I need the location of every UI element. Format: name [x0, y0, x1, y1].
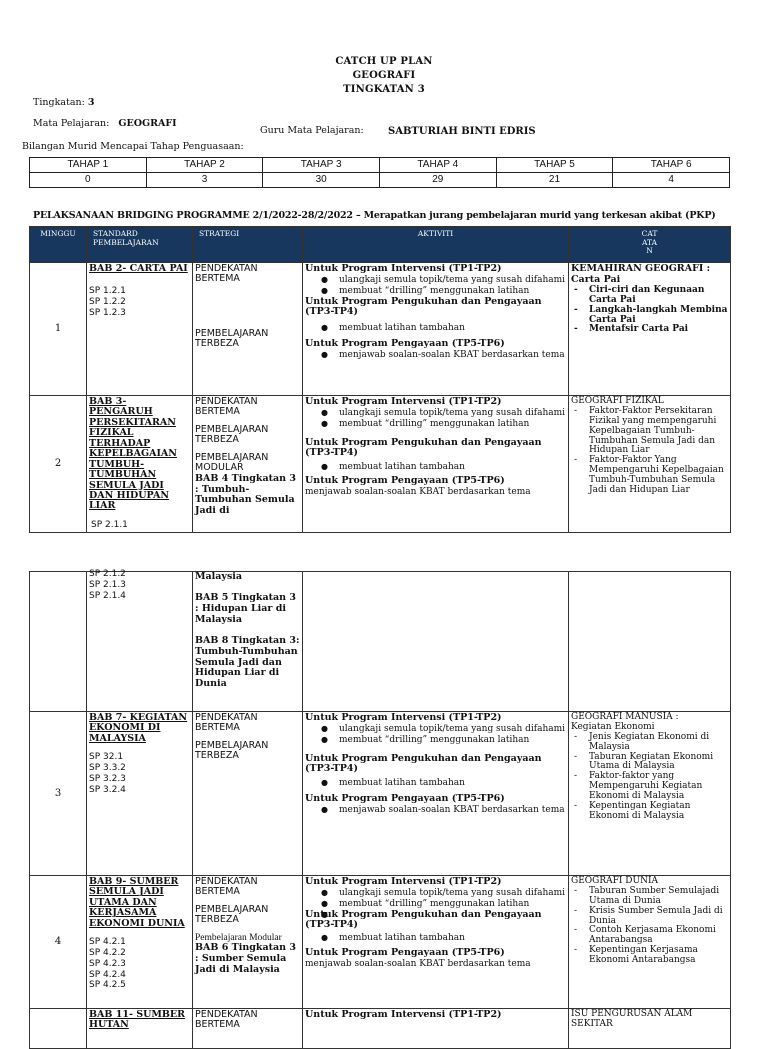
table-row: [30, 876, 731, 1009]
standard-cell: [87, 263, 193, 396]
activity-heading: Untuk Program Intervensi (TP1-TP2): [305, 876, 502, 887]
activity-heading: Untuk Program Pengukuhan dan Pengayaan (TP3-TP4): [305, 436, 542, 459]
notes-cell: [569, 712, 731, 876]
notes-cell: [569, 263, 731, 396]
activity-item: ● membuat latihan tambahan: [321, 323, 566, 334]
sp-item: SP 4.2.1: [89, 937, 126, 948]
table-row: [30, 712, 731, 876]
col-catatan: CAT ATA N: [569, 227, 731, 263]
strategy-item: PEMBELAJARAN MODULAR: [195, 451, 269, 474]
activity-heading: Untuk Program Pengayaan (TP5-TP6): [305, 793, 505, 805]
tahap-value: 4: [613, 173, 730, 188]
tahap-header: TAHAP 2: [146, 158, 263, 173]
activity-heading: Untuk Program Intervensi (TP1-TP2): [305, 263, 502, 274]
notes-title: KEMAHIRAN GEOGRAFI :: [571, 263, 711, 274]
sp-item: SP 32.1: [89, 752, 124, 763]
sp-item: SP 3.2.4: [89, 784, 126, 795]
tahap-value: 29: [379, 173, 496, 188]
notes-item: - Faktor-faktor yang Mempengaruhi Kegiatan Ekonomi di Malaysia: [571, 772, 728, 802]
activity-heading: Untuk Program Intervensi (TP1-TP2): [305, 1009, 502, 1020]
notes-item: - Jenis Kegiatan Ekonomi di Malaysia: [571, 733, 728, 753]
programme-title: PELAKSANAAN BRIDGING PROGRAMME 2/1/2022-28/2/2022 – Merapatkan jurang pembelajaran murid yang terkesan akibat (PKP): [33, 210, 716, 221]
activity-cell: [303, 876, 569, 1009]
tahap-value: 3: [146, 173, 263, 188]
chapter-title: BAB 7- KEGIATAN EKONOMI DI MALAYSIA: [89, 712, 188, 744]
sp-item: SP 1.2.3: [89, 308, 126, 319]
activity-heading: Untuk Program Intervensi (TP1-TP2): [305, 396, 502, 407]
activity-item: ● membuat latihan tambahan: [321, 933, 566, 944]
activity-item: ● membuat “drilling” menggunakan latihan: [321, 419, 566, 430]
notes-item: - Ciri-ciri dan Kegunaan Carta Pai: [571, 286, 728, 306]
strategy-item: Pembelajaran Modular: [195, 932, 282, 943]
activity-item: ● ulangkaji semula topik/tema yang susah difahami: [321, 275, 566, 286]
notes-subtitle: Kegiatan Ekonomi: [571, 721, 655, 732]
tahap-value: 30: [263, 173, 380, 188]
notes-title: GEOGRAFI FIZIKAL: [571, 396, 664, 406]
col-standard: STANDARD PEMBELAJARAN: [87, 227, 193, 263]
standard-cell: [87, 1009, 193, 1049]
tahap-header: TAHAP 3: [263, 158, 380, 173]
strategy-item: PENDEKATAN BERTEMA: [195, 712, 258, 734]
strategy-cell: [193, 572, 303, 712]
sp-item: SP 4.2.3: [89, 958, 126, 969]
notes-item: - Kepentingan Kerjasama Ekonomi Antarabangsa: [571, 946, 728, 966]
strategy-cell: [193, 1009, 303, 1049]
strategy-item: PENDEKATAN BERTEMA: [195, 263, 258, 285]
plan-table-header: [30, 227, 731, 263]
tingkatan-value: 3: [87, 97, 95, 108]
teacher-label: Guru Mata Pelajaran:: [260, 125, 364, 136]
subject-value: GEOGRAFI: [118, 118, 177, 129]
sp-item: SP 3.3.2: [89, 763, 126, 774]
tahap-header: TAHAP 1: [30, 158, 147, 173]
activity-heading: Untuk Program Pengayaan (TP5-TP6): [305, 947, 505, 959]
standard-cell: [87, 876, 193, 1009]
sp-item: SP 1.2.1: [89, 286, 126, 297]
strategy-item: PEMBELAJARAN TERBEZA: [195, 739, 269, 762]
table-row: [30, 396, 731, 533]
subject-label: Mata Pelajaran:: [33, 118, 110, 129]
notes-title: GEOGRAFI MANUSIA :: [571, 712, 679, 722]
sp-item: SP 2.1.3: [89, 579, 126, 590]
tahap-value: 0: [30, 173, 147, 188]
col-minggu: MINGGU: [30, 227, 87, 263]
activity-item: ● membuat latihan tambahan: [321, 462, 566, 473]
chapter-title: BAB 9- SUMBER SEMULA JADI UTAMA DAN KERJASAMA EKONOMI DUNIA: [89, 876, 185, 929]
activity-heading: Untuk Program Intervensi (TP1-TP2): [305, 712, 502, 723]
activity-item: ● ulangkaji semula topik/tema yang susah difahami: [321, 888, 566, 899]
chapter-title: BAB 3- PENGARUH PERSEKITARAN FIZIKAL TERHADAP KEPELBAGAIAN TUMBUH-TUMBUHAN SEMULA JADI DAN HIDUPAN LIAR: [89, 396, 177, 512]
plan-table-page1: [29, 226, 731, 533]
strategy-item: PEMBELAJARAN TERBEZA: [195, 327, 269, 350]
standard-cell: [87, 569, 193, 712]
notes-item: - Taburan Sumber Semulajadi Utama di Dunia: [571, 887, 728, 907]
tingkatan-label: Tingkatan:: [33, 97, 85, 108]
sp-item: SP 1.2.2: [89, 297, 126, 308]
strategy-item: PENDEKATAN BERTEMA: [195, 1009, 258, 1031]
sp-item: SP 4.2.4: [89, 969, 126, 980]
notes-item: - Langkah-langkah Membina Carta Pai: [571, 306, 728, 326]
tahap-header: TAHAP 6: [613, 158, 730, 173]
strategy-cell: [193, 712, 303, 876]
sp-item: SP 2.1.1: [91, 519, 128, 530]
notes-subtitle: Carta Pai: [571, 273, 621, 285]
activity-item: ● membuat latihan tambahan: [321, 778, 566, 789]
notes-cell: [569, 396, 731, 533]
doc-subject-title: GEOGRAFI: [352, 70, 416, 81]
strategy-module: BAB 6 Tingkatan 3 : Sumber Semula Jadi di Malaysia: [195, 942, 296, 976]
activity-text: menjawab soalan-soalan KBAT berdasarkan tema: [305, 487, 531, 498]
notes-title: GEOGRAFI DUNIA: [571, 876, 658, 886]
activity-item: ● menjawab soalan-soalan KBAT berdasarkan tema: [321, 350, 566, 361]
sp-item: SP 4.2.5: [89, 980, 126, 991]
notes-item: - Krisis Sumber Semula Jadi di Dunia: [571, 907, 728, 927]
tahap-table: [29, 157, 730, 188]
strategy-module: BAB 8 Tingkatan 3: Tumbuh-Tumbuhan Semula Jadi dan Hidupan Liar di Dunia: [195, 634, 300, 690]
sp-item: SP 2.1.2: [89, 569, 126, 579]
tahap-value-row: [30, 173, 730, 188]
tahap-header: TAHAP 5: [496, 158, 613, 173]
tahap-value: 21: [496, 173, 613, 188]
activity-item: ● membuat “drilling” menggunakan latihan: [321, 899, 566, 910]
col-aktiviti: AKTIVITI: [303, 227, 569, 263]
tingkatan-line: [33, 98, 94, 109]
activity-heading: Untuk Program Pengayaan (TP5-TP6): [305, 475, 505, 487]
col-strategi: STRATEGI: [193, 227, 303, 263]
chapter-title: BAB 11- SUMBER HUTAN: [89, 1009, 186, 1031]
sp-item: SP 4.2.2: [89, 947, 126, 958]
notes-item: - Kepentingan Kegiatan Ekonomi di Malaysia: [571, 802, 728, 822]
doc-form-title: TINGKATAN 3: [343, 84, 425, 95]
strategy-item: PENDEKATAN BERTEMA: [195, 396, 258, 418]
activity-cell: [303, 1009, 569, 1049]
notes-cell: [569, 876, 731, 1009]
activity-heading: Untuk Program Pengayaan (TP5-TP6): [305, 338, 505, 350]
strategy-cell: [193, 396, 303, 533]
strategy-module: BAB 5 Tingkatan 3 : Hidupan Liar di Malaysia: [195, 591, 296, 625]
week-number: 3: [30, 712, 87, 876]
activity-heading: Untuk Program Pengukuhan dan Pengayaan (TP3-TP4): [305, 908, 542, 931]
subject-line: [33, 119, 177, 130]
activity-text: menjawab soalan-soalan KBAT berdasarkan tema: [305, 959, 531, 970]
strategy-item: PEMBELAJARAN TERBEZA: [195, 903, 269, 926]
notes-item: - Taburan Kegiatan Ekonomi Utama di Malaysia: [571, 753, 728, 773]
notes-item: - Mentafsir Carta Pai: [571, 325, 728, 335]
notes-item: - Faktor-Faktor Yang Mempengaruhi Kepelbagaian Tumbuh-Tumbuhan Semula Jadi dan Hidupan Liar: [571, 456, 728, 496]
chapter-title: BAB 2- CARTA PAI: [89, 263, 188, 274]
activity-heading: Untuk Program Pengukuhan dan Pengayaan (TP3-TP4): [305, 295, 542, 318]
sp-item: SP 3.2.3: [89, 773, 126, 784]
plan-table-page2: [29, 571, 731, 1049]
standard-cell: [87, 712, 193, 876]
activity-item: ● ulangkaji semula topik/tema yang susah difahami: [321, 408, 566, 419]
strategy-cell: [193, 263, 303, 396]
activity-cell: [303, 712, 569, 876]
sp-item: SP 2.1.4: [89, 590, 126, 601]
table-row: [30, 263, 731, 396]
activity-item: ● ulangkaji semula topik/tema yang susah difahami: [321, 724, 566, 735]
week-number: 1: [30, 263, 87, 396]
strategy-item: PENDEKATAN BERTEMA: [195, 876, 258, 898]
bilangan-label: Bilangan Murid Mencapai Tahap Penguasaan:: [22, 141, 244, 152]
strategy-item: PEMBELAJARAN TERBEZA: [195, 423, 269, 446]
notes-title: ISU PENGURUSAN ALAM SEKITAR: [571, 1009, 693, 1029]
activity-item: ● membuat “drilling” menggunakan latihan: [321, 735, 566, 746]
activity-heading: Untuk Program Pengukuhan dan Pengayaan (TP3-TP4): [305, 752, 542, 775]
strategy-module: Malaysia: [195, 571, 243, 582]
notes-item: - Contoh Kerjasama Ekonomi Antarabangsa: [571, 926, 728, 946]
notes-cell: [569, 1009, 731, 1049]
tahap-header-row: [30, 158, 730, 173]
notes-item: - Faktor-Faktor Persekitaran Fizikal yang mempengaruhi Kepelbagaian Tumbuh-Tumbuhan Semula Jadi dan Hidupan Liar: [571, 407, 728, 456]
standard-cell: [87, 396, 193, 533]
week-number: 4: [30, 876, 87, 1009]
strategy-module: BAB 4 Tingkatan 3 : Tumbuh- Tumbuhan Semula Jadi di: [195, 472, 296, 517]
activity-cell: [303, 396, 569, 533]
tahap-header: TAHAP 4: [379, 158, 496, 173]
doc-title: CATCH UP PLAN: [335, 56, 433, 67]
table-row-continued: [30, 572, 731, 712]
table-row: [30, 1009, 731, 1049]
activity-item: ● membuat “drilling” menggunakan latihan: [321, 286, 566, 297]
week-number: 2: [30, 396, 87, 533]
teacher-name: SABTURIAH BINTI EDRIS: [388, 126, 536, 137]
strategy-cell: [193, 876, 303, 1009]
activity-item: ● menjawab soalan-soalan KBAT berdasarkan tema: [321, 805, 566, 816]
activity-cell: [303, 263, 569, 396]
